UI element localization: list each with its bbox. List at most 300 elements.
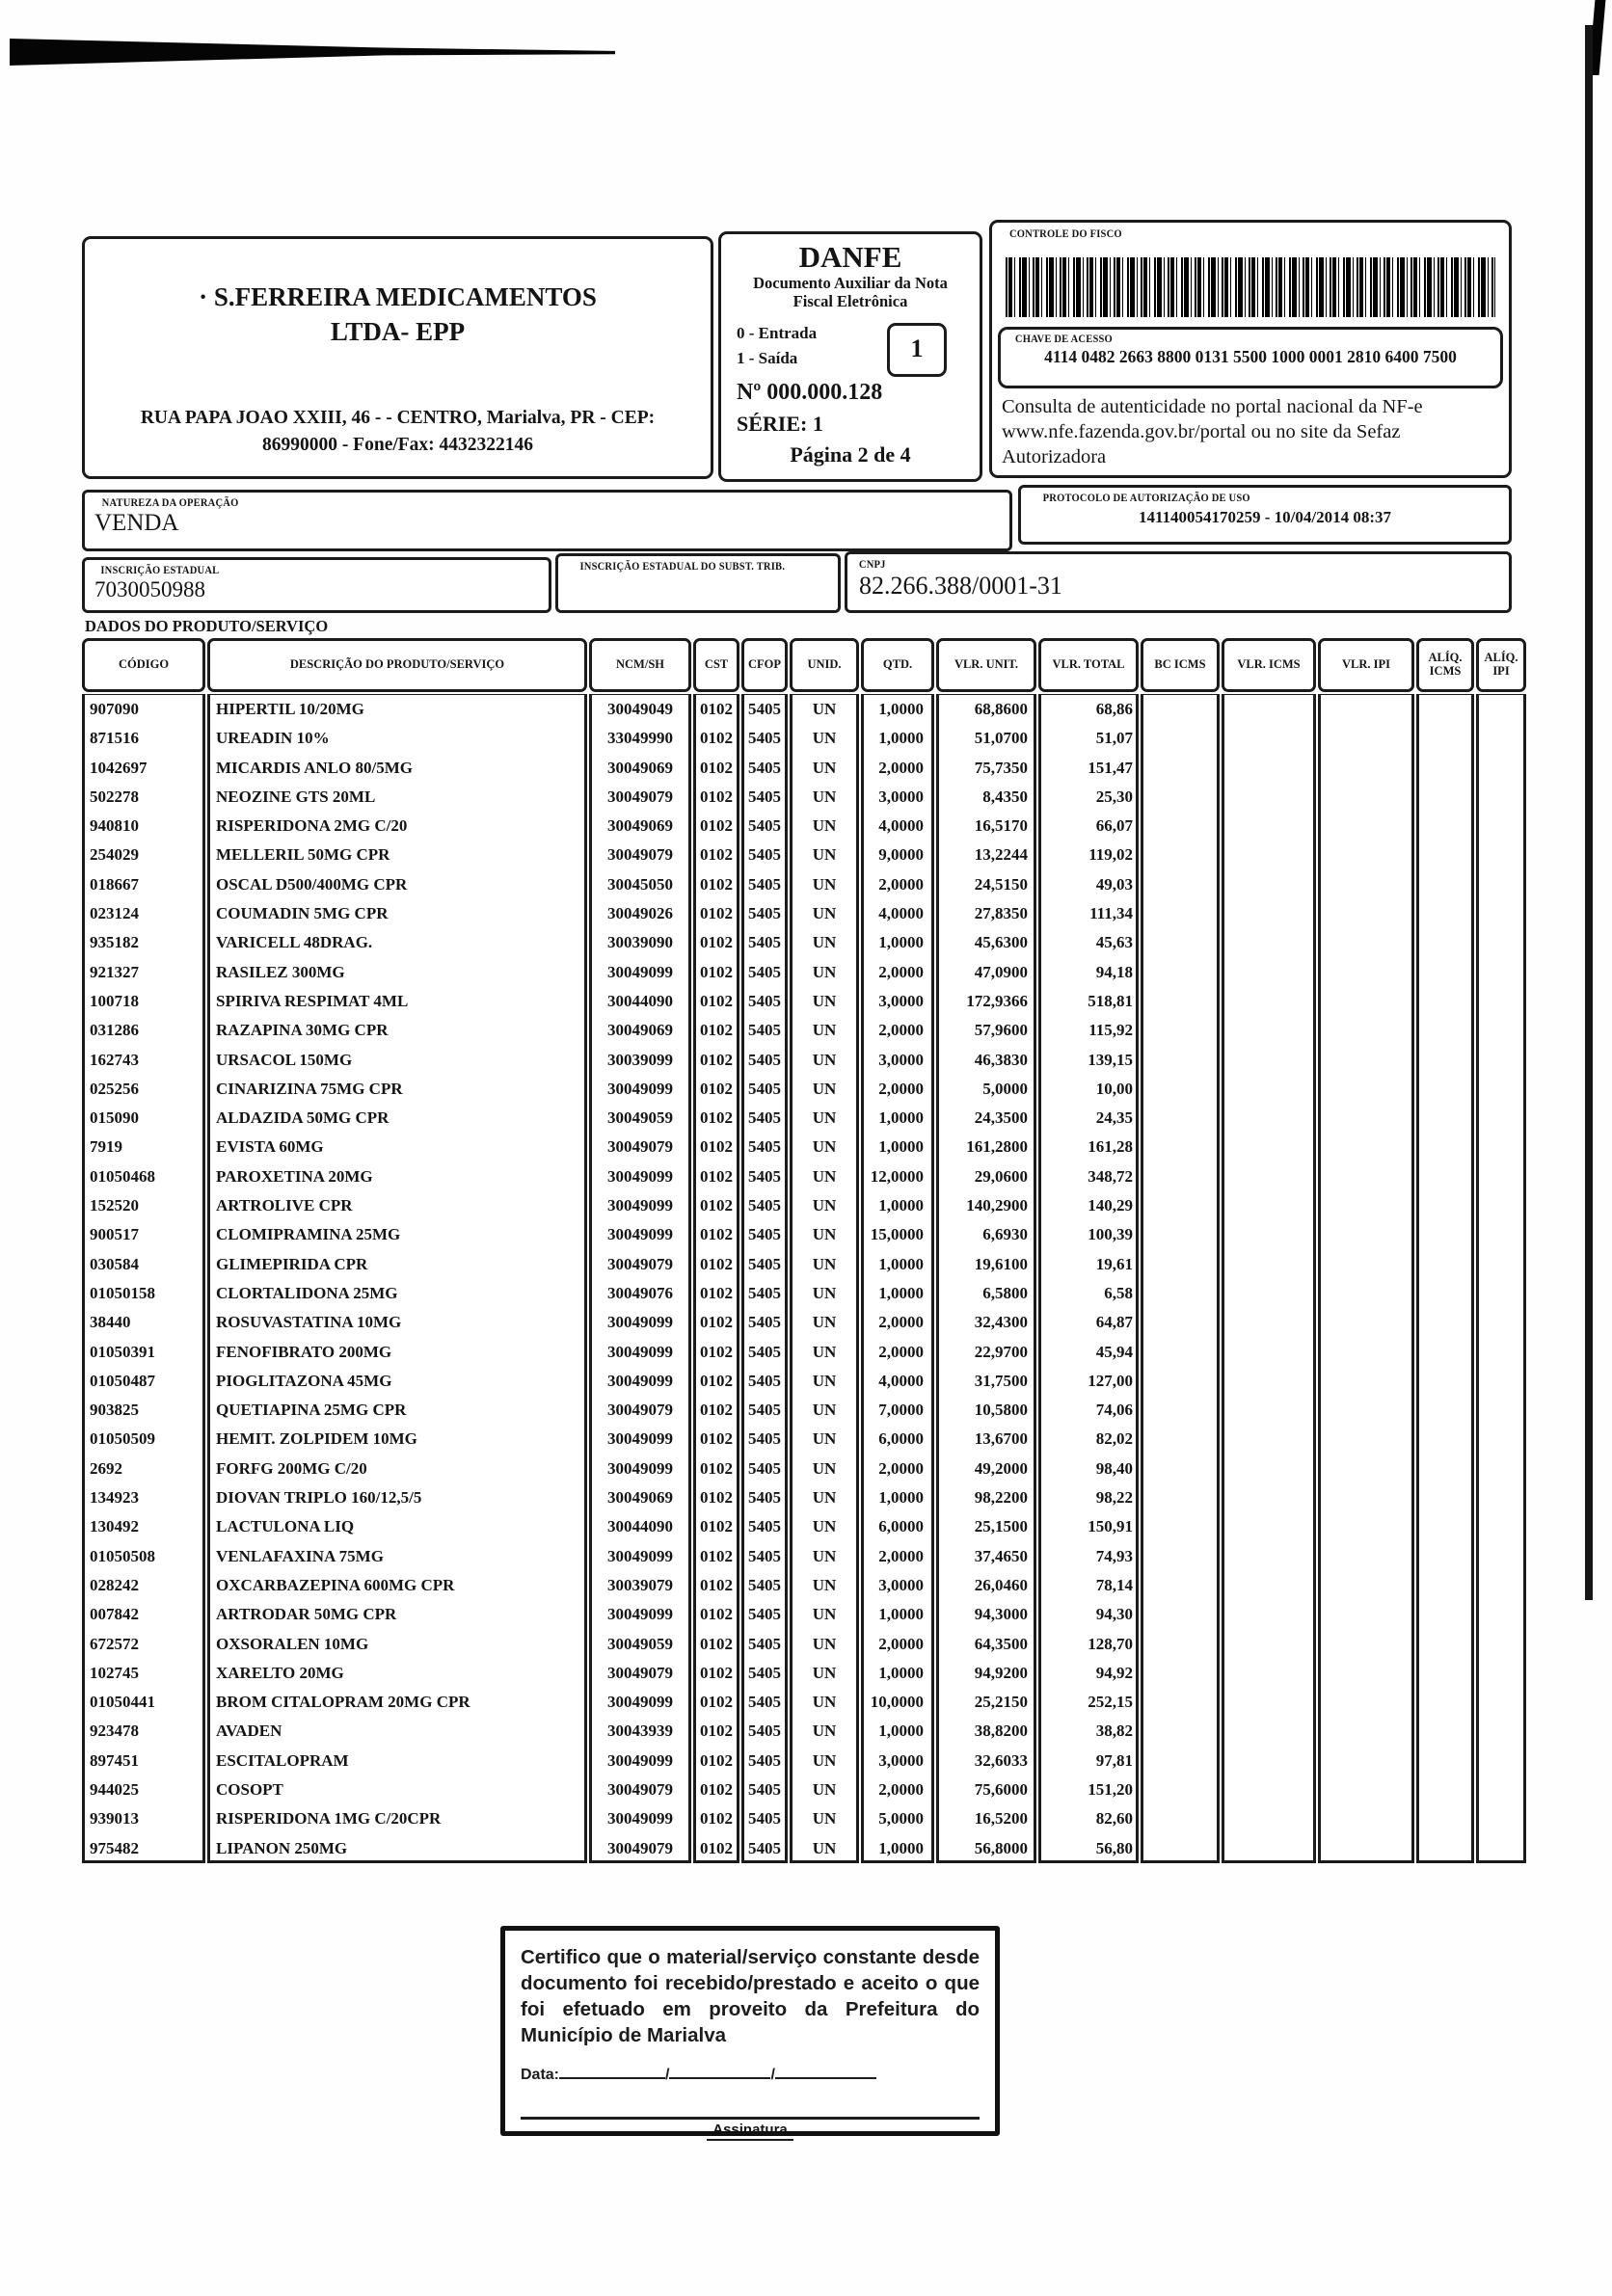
table-cell: 6,5800 — [982, 1283, 1028, 1302]
table-cell — [1419, 1455, 1471, 1483]
table-cell: 940810 — [90, 816, 139, 836]
table-cell: GLIMEPIRIDA CPR — [216, 1254, 368, 1273]
table-cell — [1143, 1804, 1217, 1833]
table-cell: UN — [812, 1429, 837, 1449]
table-cell: 0102 — [700, 1693, 733, 1712]
table-cell — [1419, 928, 1471, 957]
table-cell: 0102 — [700, 1079, 733, 1098]
table-cell — [1143, 1338, 1217, 1367]
table-cell: UN — [812, 1458, 837, 1478]
table-cell — [1143, 1483, 1217, 1512]
table-cell: 0102 — [700, 1021, 733, 1040]
table-cell: 5405 — [748, 1809, 781, 1829]
table-cell — [1479, 783, 1523, 812]
assinatura-line — [521, 2117, 980, 2120]
danfe-serie: SÉRIE: 1 — [737, 411, 823, 436]
table-cell: 128,70 — [1088, 1634, 1133, 1653]
table-cell: 162743 — [90, 1050, 139, 1069]
table-cell: 2,0000 — [878, 1313, 924, 1332]
table-cell — [1224, 1191, 1313, 1220]
natureza-operacao-value: VENDA — [94, 509, 179, 536]
table-cell: 134923 — [90, 1488, 139, 1508]
table-cell: 5,0000 — [878, 1809, 924, 1829]
table-cell: 10,0000 — [870, 1693, 924, 1712]
chave-acesso-label: CHAVE DE ACESSO — [1014, 332, 1113, 345]
table-cell: 0102 — [700, 1546, 733, 1565]
table-cell: 24,35 — [1095, 1108, 1133, 1128]
table-cell: 74,06 — [1095, 1401, 1133, 1420]
table-cell: 30049059 — [607, 1634, 673, 1653]
table-cell — [1419, 1046, 1471, 1075]
table-cell: OXSORALEN 10MG — [216, 1634, 369, 1653]
table-cell — [1143, 1220, 1217, 1249]
table-cell: 348,72 — [1088, 1166, 1133, 1186]
table-cell: 51,07 — [1095, 729, 1133, 748]
table-cell: 3,0000 — [878, 991, 924, 1010]
table-cell — [1321, 1367, 1411, 1396]
table-cell: UN — [812, 1663, 837, 1682]
table-cell — [1224, 1542, 1313, 1571]
table-cell — [1143, 1775, 1217, 1804]
table-cell: 0102 — [700, 1458, 733, 1478]
table-cell: COSOPT — [216, 1779, 283, 1799]
table-cell — [1321, 1046, 1411, 1075]
chave-acesso-value: 4114 0482 2663 8800 0131 5500 1000 0001 2810 6400 7500 — [1044, 346, 1457, 366]
table-cell — [1419, 1747, 1471, 1775]
table-cell — [1143, 1191, 1217, 1220]
table-cell: 2,0000 — [878, 1634, 924, 1653]
table-cell: BROM CITALOPRAM 20MG CPR — [216, 1693, 470, 1712]
table-cell: 30049049 — [607, 700, 673, 718]
table-cell: 5405 — [748, 1546, 781, 1565]
table-cell: 30049099 — [607, 1196, 673, 1215]
certificacao-text: Certifico que o material/serviço constante desde documento foi recebido/prestado e aceito o que foi efetuado em proveito da Prefeitura do Município de Marialva — [521, 1946, 980, 2047]
table-cell — [1479, 724, 1523, 753]
col-header-14: ALÍQ. IPI — [1476, 638, 1526, 692]
table-cell — [1321, 1016, 1411, 1045]
table-cell: 5405 — [748, 1108, 781, 1128]
table-cell: 0102 — [700, 1166, 733, 1186]
table-cell — [1479, 1220, 1523, 1249]
table-cell — [1143, 1279, 1217, 1308]
table-cell: UN — [812, 933, 837, 952]
table-cell: 82,02 — [1095, 1429, 1133, 1449]
table-cell: 923478 — [90, 1722, 139, 1741]
table-cell: 502278 — [90, 787, 139, 806]
table-cell: 0102 — [700, 1108, 733, 1128]
table-cell: 2,0000 — [878, 1342, 924, 1361]
table-cell: 5405 — [748, 758, 781, 777]
table-cell: 5405 — [748, 1079, 781, 1098]
produtos-section-title: DADOS DO PRODUTO/SERVIÇO — [85, 617, 329, 635]
table-cell: 01050508 — [90, 1546, 155, 1565]
table-cell: 5405 — [748, 1517, 781, 1536]
col-header-4: CST — [693, 638, 739, 692]
table-cell — [1321, 1396, 1411, 1425]
table-cell: 26,0460 — [974, 1575, 1028, 1594]
table-cell: 30049079 — [607, 1663, 673, 1682]
table-cell: 01050391 — [90, 1342, 155, 1361]
table-cell — [1321, 1542, 1411, 1571]
table-cell — [1419, 1133, 1471, 1161]
table-cell: UN — [812, 1254, 837, 1273]
table-cell — [1479, 841, 1523, 869]
table-cell: ROSUVASTATINA 10MG — [216, 1313, 402, 1332]
table-cell: 151,20 — [1088, 1779, 1133, 1799]
table-cell: 64,3500 — [974, 1634, 1028, 1653]
table-cell — [1479, 1834, 1523, 1863]
table-cell: 7919 — [90, 1137, 122, 1157]
table-cell: 100,39 — [1088, 1225, 1133, 1244]
table-cell: 130492 — [90, 1517, 139, 1536]
table-cell: UN — [812, 1225, 837, 1244]
table-cell: 0102 — [700, 962, 733, 981]
table-cell — [1224, 1512, 1313, 1541]
table-cell: 018667 — [90, 874, 139, 894]
table-cell: EVISTA 60MG — [216, 1137, 324, 1157]
table-cell — [1419, 958, 1471, 987]
table-cell: UN — [812, 845, 837, 865]
table-cell: 5405 — [748, 1663, 781, 1682]
table-cell: 5405 — [748, 1371, 781, 1390]
table-cell: 0102 — [700, 1313, 733, 1332]
table-cell: 0102 — [700, 1750, 733, 1770]
table-cell: 1,0000 — [878, 933, 924, 952]
table-cell — [1321, 695, 1411, 724]
cnpj-label: CNPJ — [858, 557, 886, 571]
table-cell — [1419, 1542, 1471, 1571]
table-cell: 975482 — [90, 1838, 139, 1857]
table-cell: 7,0000 — [878, 1401, 924, 1420]
table-cell: CLORTALIDONA 25MG — [216, 1283, 398, 1302]
col-header-6: UNID. — [790, 638, 859, 692]
table-cell: 38440 — [90, 1313, 131, 1332]
table-cell: 2,0000 — [878, 758, 924, 777]
table-cell — [1224, 1308, 1313, 1337]
table-cell: 1,0000 — [878, 1137, 924, 1157]
table-cell — [1143, 1016, 1217, 1045]
table-cell: 2692 — [90, 1458, 122, 1478]
table-cell: 3,0000 — [878, 1050, 924, 1069]
table-cell — [1321, 754, 1411, 783]
table-cell — [1143, 1659, 1217, 1688]
data-label: Data: — [521, 2067, 560, 2084]
table-cell: 98,22 — [1095, 1488, 1133, 1508]
col-header-11: VLR. ICMS — [1222, 638, 1316, 692]
table-cell: 19,6100 — [974, 1254, 1028, 1273]
table-cell: 0102 — [700, 1575, 733, 1594]
table-cell: UN — [812, 1693, 837, 1712]
table-cell — [1321, 1512, 1411, 1541]
table-cell: 0102 — [700, 1137, 733, 1157]
table-cell: 1,0000 — [878, 729, 924, 748]
table-cell — [1224, 928, 1313, 957]
table-cell — [1143, 1308, 1217, 1337]
table-cell — [1479, 1804, 1523, 1833]
table-cell: 0102 — [700, 845, 733, 865]
table-cell — [1419, 1104, 1471, 1133]
table-cell — [1224, 1396, 1313, 1425]
table-cell — [1224, 870, 1313, 899]
table-cell: 64,87 — [1095, 1313, 1133, 1332]
table-cell — [1224, 1804, 1313, 1833]
table-cell — [1419, 1659, 1471, 1688]
table-cell: VARICELL 48DRAG. — [216, 933, 373, 952]
table-cell: 94,18 — [1095, 962, 1133, 981]
table-cell: 161,2800 — [966, 1137, 1028, 1157]
table-cell — [1419, 695, 1471, 724]
table-cell — [1143, 1717, 1217, 1746]
table-cell: 22,9700 — [974, 1342, 1028, 1361]
table-cell: 871516 — [90, 729, 139, 748]
table-cell: 30049099 — [607, 1371, 673, 1390]
table-cell: 49,2000 — [974, 1458, 1028, 1478]
table-cell: UN — [812, 1605, 837, 1624]
table-cell — [1321, 1220, 1411, 1249]
table-cell: 75,7350 — [974, 758, 1028, 777]
table-cell — [1321, 724, 1411, 753]
table-cell — [1143, 1396, 1217, 1425]
table-cell — [1479, 1279, 1523, 1308]
table-column-1 — [82, 694, 205, 1863]
table-cell — [1143, 899, 1217, 928]
table-cell: 5405 — [748, 729, 781, 748]
table-cell: 66,07 — [1095, 816, 1133, 836]
table-cell — [1224, 1455, 1313, 1483]
table-cell — [1419, 812, 1471, 841]
table-cell — [1143, 958, 1217, 987]
table-cell — [1224, 1250, 1313, 1279]
table-cell — [1143, 754, 1217, 783]
table-cell: 5405 — [748, 1283, 781, 1302]
table-cell — [1419, 1308, 1471, 1337]
inscricao-estadual-value: 7030050988 — [94, 576, 205, 601]
table-cell — [1143, 1834, 1217, 1863]
table-cell — [1479, 1075, 1523, 1104]
table-cell — [1419, 1016, 1471, 1045]
table-cell — [1143, 1512, 1217, 1541]
table-cell: 94,92 — [1095, 1663, 1133, 1682]
table-cell — [1479, 1191, 1523, 1220]
table-cell: 944025 — [90, 1779, 139, 1799]
table-cell: UN — [812, 1313, 837, 1332]
table-cell: UN — [812, 1546, 837, 1565]
table-cell: 68,86 — [1095, 700, 1133, 718]
table-cell — [1224, 724, 1313, 753]
table-cell: 5405 — [748, 1693, 781, 1712]
table-cell: UN — [812, 1283, 837, 1302]
table-cell: 47,0900 — [974, 962, 1028, 981]
table-cell: 151,47 — [1088, 758, 1133, 777]
table-cell: 1,0000 — [878, 1488, 924, 1508]
table-cell — [1479, 899, 1523, 928]
table-cell — [1479, 1659, 1523, 1688]
table-cell: COUMADIN 5MG CPR — [216, 904, 389, 923]
table-cell: 74,93 — [1095, 1546, 1133, 1565]
table-cell: 172,9366 — [966, 991, 1028, 1010]
table-cell: 0102 — [700, 700, 733, 718]
table-cell — [1479, 1308, 1523, 1337]
table-column-13 — [1416, 694, 1474, 1863]
table-cell — [1419, 1367, 1471, 1396]
table-cell — [1224, 754, 1313, 783]
table-cell: 8,4350 — [982, 787, 1028, 806]
table-cell — [1224, 1688, 1313, 1717]
table-cell — [1479, 1542, 1523, 1571]
table-cell: 2,0000 — [878, 1779, 924, 1799]
certificacao-stamp-box — [500, 1926, 1000, 2139]
table-cell: 24,5150 — [974, 874, 1028, 894]
table-cell — [1419, 724, 1471, 753]
table-cell — [1479, 958, 1523, 987]
protocolo-box — [1018, 485, 1512, 545]
table-cell: 5405 — [748, 1050, 781, 1069]
table-cell: 907090 — [90, 700, 139, 718]
produtos-table-body — [82, 694, 1511, 1863]
table-cell — [1419, 1630, 1471, 1659]
table-cell: 1,0000 — [878, 1283, 924, 1302]
table-cell: 82,60 — [1095, 1809, 1133, 1829]
table-cell — [1479, 1104, 1523, 1133]
table-cell: 30049069 — [607, 758, 673, 777]
table-cell — [1321, 812, 1411, 841]
table-cell — [1479, 1425, 1523, 1454]
table-cell — [1419, 1483, 1471, 1512]
table-cell — [1321, 1338, 1411, 1367]
table-cell — [1419, 899, 1471, 928]
table-cell: RISPERIDONA 1MG C/20CPR — [216, 1809, 442, 1829]
table-cell: 150,91 — [1088, 1517, 1133, 1536]
table-cell — [1321, 1308, 1411, 1337]
table-cell — [1224, 1775, 1313, 1804]
table-cell: 015090 — [90, 1108, 139, 1128]
table-cell: UN — [812, 1488, 837, 1508]
table-cell — [1419, 987, 1471, 1016]
table-cell — [1143, 1075, 1217, 1104]
table-cell: 5405 — [748, 962, 781, 981]
table-cell: 3,0000 — [878, 787, 924, 806]
table-cell: 15,0000 — [870, 1225, 924, 1244]
table-cell — [1321, 1717, 1411, 1746]
table-cell — [1224, 1630, 1313, 1659]
table-cell: 672572 — [90, 1634, 139, 1653]
natureza-operacao-label: NATUREZA DA OPERAÇÃO — [101, 495, 239, 509]
table-cell: 30039090 — [607, 933, 673, 952]
table-cell: 152520 — [90, 1196, 139, 1215]
table-cell: 45,63 — [1095, 933, 1133, 952]
table-cell — [1419, 1688, 1471, 1717]
table-cell: 5405 — [748, 1634, 781, 1653]
data-line: Data: / / — [521, 2064, 980, 2084]
table-cell: FENOFIBRATO 200MG — [216, 1342, 392, 1361]
table-cell: 33049990 — [607, 729, 673, 748]
table-cell — [1224, 1220, 1313, 1249]
table-cell: 1,0000 — [878, 1254, 924, 1273]
table-cell: OSCAL D500/400MG CPR — [216, 874, 408, 894]
table-cell: 30049099 — [607, 1605, 673, 1624]
table-cell: 0102 — [700, 1050, 733, 1069]
table-cell — [1143, 1630, 1217, 1659]
controle-fisco-box — [989, 220, 1512, 478]
table-cell: 5405 — [748, 1838, 781, 1857]
table-cell — [1321, 1600, 1411, 1629]
table-cell: UN — [812, 904, 837, 923]
table-cell — [1419, 1425, 1471, 1454]
table-cell: 007842 — [90, 1605, 139, 1624]
table-cell — [1419, 1717, 1471, 1746]
table-cell: MELLERIL 50MG CPR — [216, 845, 390, 865]
table-cell: 5,0000 — [982, 1079, 1028, 1098]
table-cell: ARTROLIVE CPR — [216, 1196, 353, 1215]
table-cell — [1321, 1162, 1411, 1191]
table-cell — [1321, 870, 1411, 899]
table-cell: 30049069 — [607, 816, 673, 836]
table-cell: 0102 — [700, 904, 733, 923]
table-cell — [1143, 1542, 1217, 1571]
table-cell — [1143, 783, 1217, 812]
table-cell: UN — [812, 1196, 837, 1215]
table-cell — [1321, 1455, 1411, 1483]
table-cell: 78,14 — [1095, 1575, 1133, 1594]
table-cell — [1143, 695, 1217, 724]
table-cell: 5405 — [748, 1575, 781, 1594]
table-cell: 6,0000 — [878, 1517, 924, 1536]
table-cell: 30039079 — [607, 1575, 673, 1594]
table-cell: 254029 — [90, 845, 139, 865]
table-cell: UN — [812, 1750, 837, 1770]
table-cell: UN — [812, 1401, 837, 1420]
table-cell: 12,0000 — [870, 1166, 924, 1186]
col-header-5: CFOP — [741, 638, 788, 692]
table-cell: 5405 — [748, 1458, 781, 1478]
table-cell — [1479, 1717, 1523, 1746]
table-cell — [1224, 1571, 1313, 1600]
table-cell: 16,5170 — [974, 816, 1028, 836]
table-cell: 0102 — [700, 758, 733, 777]
table-column-9 — [1038, 694, 1139, 1863]
table-cell — [1419, 841, 1471, 869]
table-cell: 5405 — [748, 1779, 781, 1799]
table-cell — [1479, 1512, 1523, 1541]
table-cell: 921327 — [90, 962, 139, 981]
scan-artifact-top-bar — [10, 39, 615, 66]
table-cell: 100718 — [90, 991, 139, 1010]
table-cell: 01050441 — [90, 1693, 155, 1712]
table-cell — [1479, 870, 1523, 899]
table-cell: DIOVAN TRIPLO 160/12,5/5 — [216, 1488, 422, 1508]
table-cell: 5405 — [748, 1605, 781, 1624]
table-cell: 0102 — [700, 1634, 733, 1653]
danfe-pagina: Página 2 de 4 — [790, 441, 911, 467]
table-cell: LACTULONA LIQ — [216, 1517, 355, 1536]
table-cell: 1,0000 — [878, 1605, 924, 1624]
table-cell: 30049099 — [607, 1809, 673, 1829]
table-cell: 56,80 — [1095, 1838, 1133, 1857]
table-cell — [1321, 1747, 1411, 1775]
table-cell: 24,3500 — [974, 1108, 1028, 1128]
protocolo-label: PROTOCOLO DE AUTORIZAÇÃO DE USO — [1042, 491, 1250, 504]
table-cell: FORFG 200MG C/20 — [216, 1458, 367, 1478]
table-cell — [1479, 928, 1523, 957]
col-header-12: VLR. IPI — [1318, 638, 1414, 692]
table-cell — [1224, 1133, 1313, 1161]
table-cell — [1143, 987, 1217, 1016]
table-cell — [1224, 1747, 1313, 1775]
table-cell: XARELTO 20MG — [216, 1663, 344, 1682]
table-cell: 0102 — [700, 816, 733, 836]
table-cell — [1143, 1571, 1217, 1600]
table-cell: 1,0000 — [878, 1108, 924, 1128]
